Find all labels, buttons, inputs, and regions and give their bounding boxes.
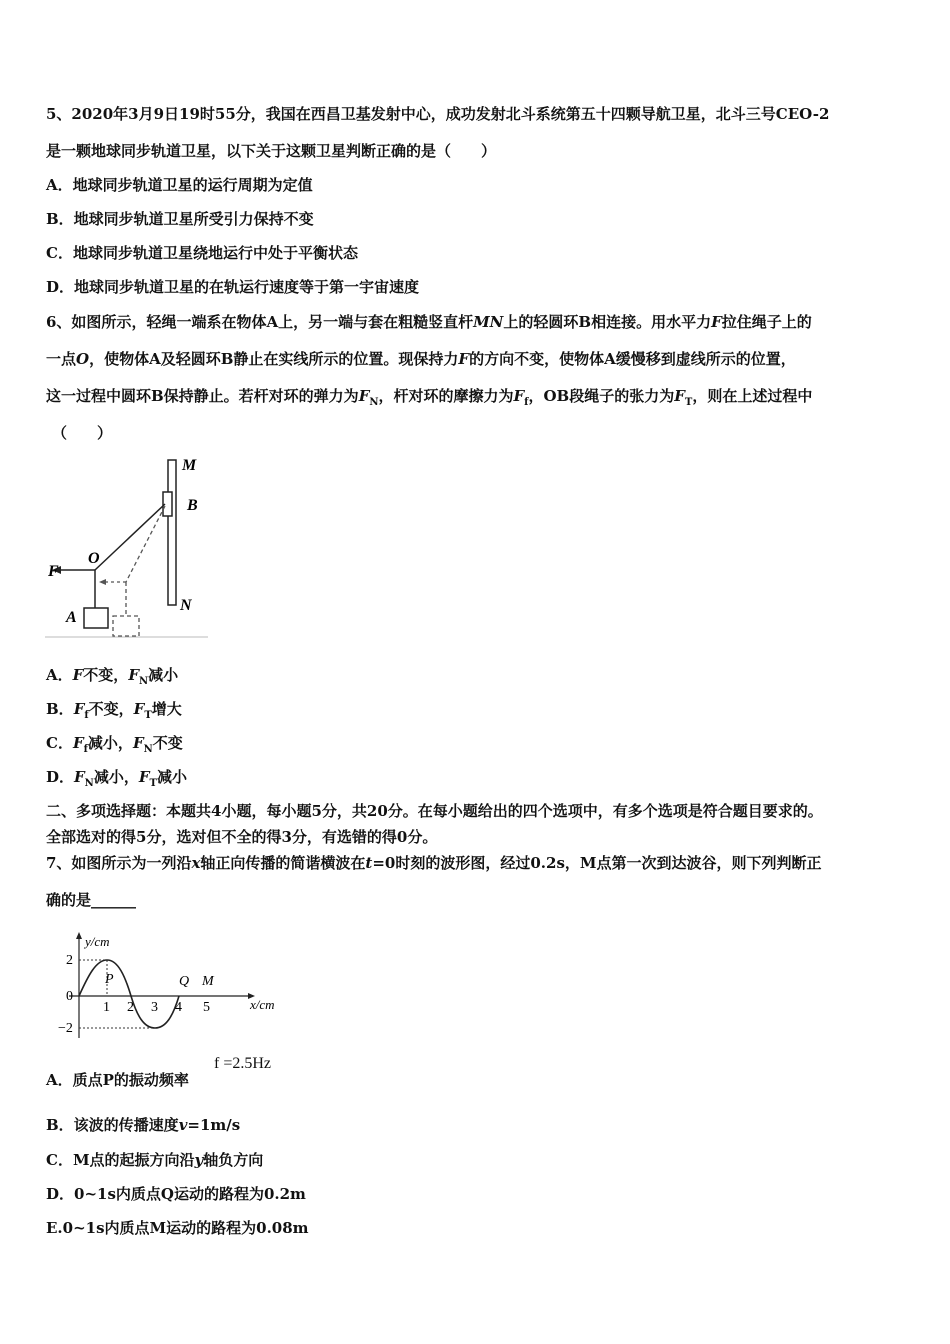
q7-option-a-formula: f =2.5Hz: [214, 1055, 272, 1072]
q7-option-b: [46, 1114, 240, 1135]
q6-text: 6、如图所示，轻绳一端系在物体A上，另一端与套在粗糙竖直杆: [46, 313, 474, 331]
block-a: [84, 608, 108, 628]
q6-figure: [40, 450, 220, 649]
opt-var: F: [73, 700, 85, 718]
q6-text: ，则在上述过程中: [692, 387, 813, 405]
rope-ob-dashed: [126, 506, 165, 582]
section2-heading-line1: 二、多项选择题：本题共4小题，每小题5分，共20分。在每小题给出的四个选项中，有多个选项是符合题目要求的。: [46, 802, 823, 820]
q6-var-ft: F: [674, 387, 685, 405]
opt-sub: N: [138, 676, 149, 687]
q7-wave-svg: [55, 930, 295, 1040]
opt-text: 减小，: [87, 734, 133, 752]
q7-var-v: v: [178, 1116, 188, 1134]
opt-sub: N: [143, 744, 153, 755]
x-axis-label: x/cm: [250, 997, 275, 1012]
q7-stem-line2: 确的是______: [46, 891, 137, 909]
q6-var-ff: F: [513, 387, 525, 405]
q6-figure-svg: [40, 450, 220, 645]
q6-text: 一点: [46, 350, 77, 368]
q7-var-y: y: [194, 1151, 204, 1169]
q7-var-t: t: [365, 854, 373, 872]
opt-sub: T: [144, 710, 152, 721]
q6-stem-line1: [46, 311, 812, 332]
arrowhead-dashed-icon: [99, 579, 106, 585]
opt-label: D．: [46, 768, 75, 786]
q6-text: ，使物体A及轻圆环B静止在实线所示的位置。现保持力: [89, 350, 459, 368]
q6-text: ，杆对环的摩擦力为: [378, 387, 514, 405]
opt-label: B．: [46, 700, 74, 718]
q7-option-e: E.0~1s内质点M运动的路程为0.08m: [46, 1219, 309, 1237]
label-b: B: [187, 497, 198, 514]
x-tick-5: 5: [203, 1000, 210, 1015]
opt-var: F: [133, 700, 145, 718]
q5-option-d: D．地球同步轨道卫星的在轨运行速度等于第一宇宙速度: [46, 278, 420, 296]
q7-option-a: A．质点P的振动频率: [46, 1071, 189, 1089]
q6-var-mn: MN: [473, 313, 504, 331]
q7-option-c: [46, 1149, 263, 1170]
opt-var: F: [138, 768, 150, 786]
q6-option-a: [46, 664, 178, 687]
q7-text: 轴负方向: [203, 1151, 264, 1169]
opt-text: 减小: [148, 666, 179, 684]
q7-option-d: D．0~1s内质点Q运动的路程为0.2m: [46, 1185, 306, 1203]
q6-text: 这一过程中圆环B保持静止。若杆对环的弹力为: [46, 387, 359, 405]
opt-text: 增大: [151, 700, 182, 718]
rope-ob: [95, 504, 165, 570]
q7-text: 7、如图所示为一列沿: [46, 854, 192, 872]
opt-var: F: [72, 666, 84, 684]
x-tick-4: 4: [175, 1000, 182, 1015]
q6-sub-f: f: [524, 397, 529, 408]
opt-var: F: [72, 734, 84, 752]
q7-var-x: x: [191, 854, 201, 872]
y-tick-2: 2: [66, 953, 73, 968]
label-a: A: [66, 609, 77, 626]
q5-stem-line2: 是一颗地球同步轨道卫星，以下关于这颗卫星判断正确的是（ ）: [46, 142, 497, 160]
x-tick-2: 2: [127, 1000, 134, 1015]
y-tick-0: 0: [66, 989, 73, 1004]
opt-label: A．: [46, 666, 73, 684]
q6-option-b: [46, 698, 182, 721]
label-p: P: [105, 972, 114, 987]
opt-label: C．: [46, 734, 73, 752]
opt-text: 不变: [152, 734, 183, 752]
q6-text: ，OB段绳子的张力为: [528, 387, 675, 405]
x-tick-1: 1: [103, 1000, 110, 1015]
rod-mn: [168, 460, 176, 605]
q6-sub-n: N: [369, 397, 379, 408]
opt-sub: f: [84, 710, 89, 721]
opt-var: F: [128, 666, 139, 684]
opt-text: 不变，: [88, 700, 134, 718]
label-q: Q: [179, 974, 190, 989]
block-a-dashed: [113, 616, 139, 636]
opt-text: 减小，: [93, 768, 139, 786]
q5-option-b: B．地球同步轨道卫星所受引力保持不变: [46, 210, 314, 228]
opt-text: 减小: [156, 768, 187, 786]
opt-var: F: [74, 768, 85, 786]
q7-text: C．M点的起振方向沿: [46, 1151, 195, 1169]
label-f: F: [48, 563, 59, 580]
q7-text: =1m/s: [187, 1116, 241, 1134]
opt-var: F: [132, 734, 144, 752]
opt-sub: f: [83, 744, 88, 755]
y-axis-label: y/cm: [85, 934, 110, 949]
label-m: M: [182, 457, 197, 474]
q7-wave-figure: [55, 930, 295, 1044]
q6-stem-line2: [46, 348, 796, 369]
q6-var-f: F: [711, 313, 722, 331]
q7-text: 轴正向传播的简谐横波在: [200, 854, 366, 872]
x-tick-3: 3: [151, 1000, 158, 1015]
q5-option-c: C．地球同步轨道卫星绕地运行中处于平衡状态: [46, 244, 358, 262]
opt-sub: T: [149, 778, 157, 789]
q6-option-d: [46, 766, 187, 789]
q6-option-c: [46, 732, 183, 755]
q7-text: =0时刻的波形图，经过0.2s，M点第一次到达波谷，则下列判断正: [372, 854, 822, 872]
label-m: M: [202, 974, 214, 989]
opt-text: 不变，: [83, 666, 129, 684]
q6-answer-bracket: （ ）: [52, 424, 113, 442]
q6-text: 的方向不变，使物体A缓慢移到虚线所示的位置，: [469, 350, 796, 368]
q7-text: B．该波的传播速度: [46, 1116, 179, 1134]
q6-sub-t: T: [684, 397, 693, 408]
opt-sub: N: [84, 778, 94, 789]
q6-text: 上的轻圆环B相连接。用水平力: [503, 313, 712, 331]
q6-var-fn: F: [358, 387, 370, 405]
q5-option-a: A．地球同步轨道卫星的运行周期为定值: [46, 176, 313, 194]
section2-heading-line2: 全部选对的得5分，选对但不全的得3分，有选错的得0分。: [46, 828, 438, 846]
label-o: O: [88, 550, 100, 567]
q6-var-f: F: [458, 350, 470, 368]
q6-stem-line3: [46, 385, 812, 408]
label-n: N: [180, 597, 192, 614]
q6-text: 拉住绳子上的: [721, 313, 812, 331]
wave-curve: [79, 960, 179, 1028]
y-tick-neg2: −2: [58, 1021, 73, 1036]
q7-stem-line1: [46, 852, 822, 873]
q5-stem-line1: 5、2020年3月9日19时55分，我国在西昌卫基发射中心，成功发射北斗系统第五十四颗导航卫星，北斗三号CEO-2: [46, 105, 830, 123]
q6-var-o: O: [76, 350, 90, 368]
y-axis-arrow-icon: [76, 932, 82, 939]
